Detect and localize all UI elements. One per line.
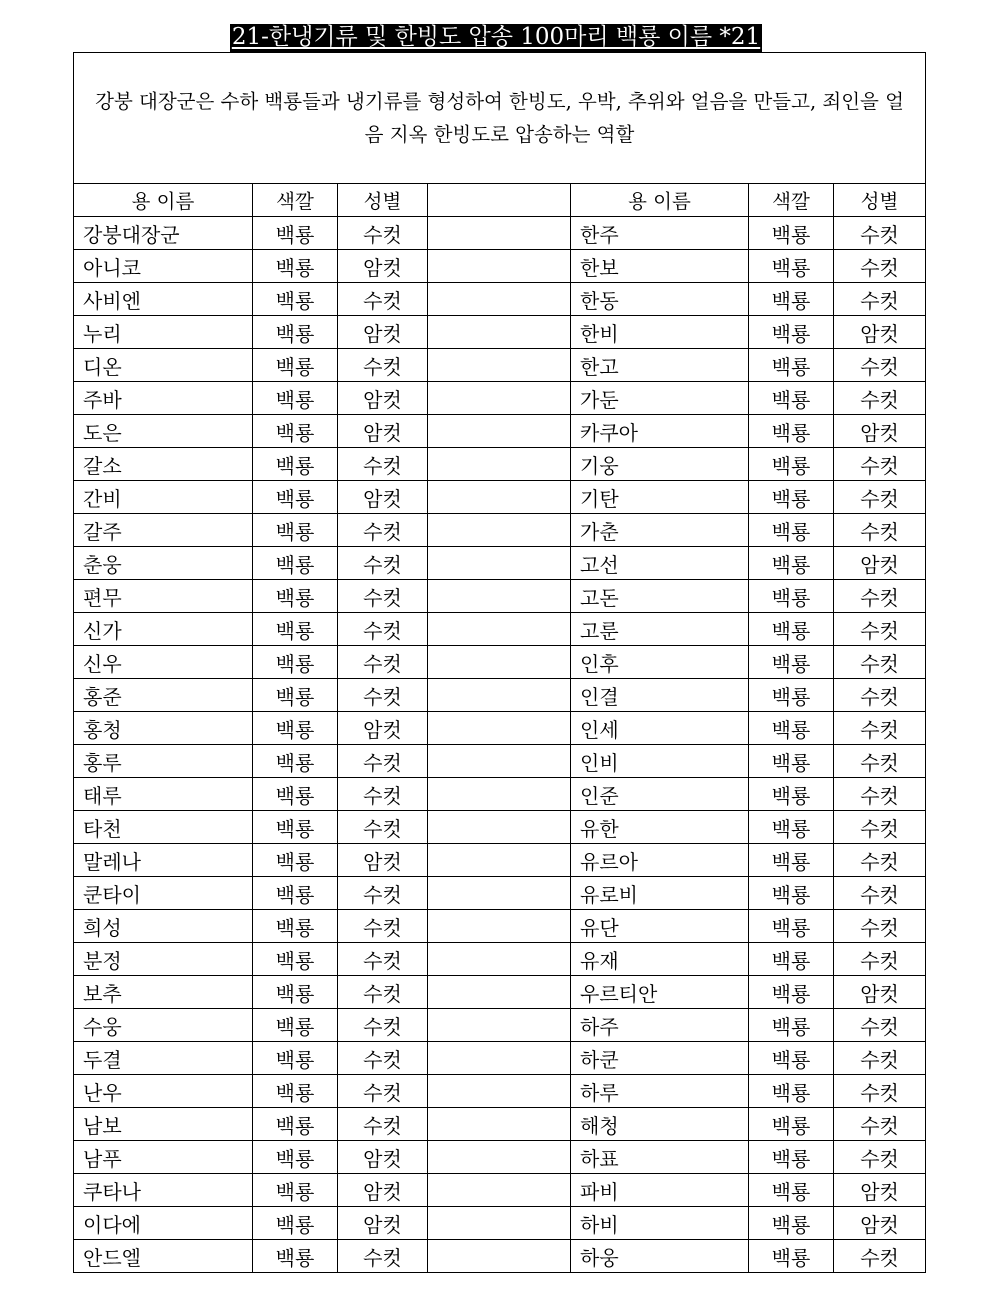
- dragon-color-left: 백룡: [253, 1009, 338, 1042]
- dragon-gender-right: 수컷: [834, 448, 926, 481]
- spacer-cell: [428, 1240, 571, 1273]
- dragon-color-left: 백룡: [253, 481, 338, 514]
- dragon-name-left: 쿤타이: [74, 877, 253, 910]
- dragon-name-right: 하쿤: [571, 1042, 749, 1075]
- spacer-cell: [428, 679, 571, 712]
- title-wrap: [0, 24, 992, 53]
- dragon-color-right: 백룡: [749, 613, 834, 646]
- table-row: [74, 943, 926, 976]
- dragon-name-left: 남푸: [74, 1141, 253, 1174]
- table-row: [74, 679, 926, 712]
- dragon-gender-left: 수컷: [338, 1108, 428, 1141]
- dragon-name-left: 간비: [74, 481, 253, 514]
- dragon-name-right: 유르아: [571, 844, 749, 877]
- dragon-name-right: 유한: [571, 811, 749, 844]
- dragon-gender-left: 암컷: [338, 1174, 428, 1207]
- spacer-cell: [428, 943, 571, 976]
- dragon-gender-right: 수컷: [834, 1141, 926, 1174]
- dragon-color-left: 백룡: [253, 778, 338, 811]
- dragon-gender-right: 수컷: [834, 1240, 926, 1273]
- dragon-color-left: 백룡: [253, 877, 338, 910]
- dragon-gender-left: 수컷: [338, 547, 428, 580]
- dragon-gender-left: 수컷: [338, 217, 428, 250]
- dragon-color-right: 백룡: [749, 877, 834, 910]
- dragon-name-left: 도은: [74, 415, 253, 448]
- header-name-right: 용 이름: [571, 184, 749, 217]
- spacer-cell: [428, 613, 571, 646]
- dragon-color-left: 백룡: [253, 250, 338, 283]
- dragon-name-left: 타천: [74, 811, 253, 844]
- dragon-gender-left: 수컷: [338, 646, 428, 679]
- spacer-cell: [428, 415, 571, 448]
- table-row: [74, 877, 926, 910]
- dragon-color-right: 백룡: [749, 976, 834, 1009]
- dragon-gender-right: 암컷: [834, 547, 926, 580]
- table-row: [74, 382, 926, 415]
- dragon-name-right: 가둔: [571, 382, 749, 415]
- dragon-gender-right: 암컷: [834, 415, 926, 448]
- dragon-name-left: 강붕대장군: [74, 217, 253, 250]
- dragon-color-left: 백룡: [253, 283, 338, 316]
- dragon-gender-left: 암컷: [338, 316, 428, 349]
- spacer-cell: [428, 844, 571, 877]
- dragon-color-right: 백룡: [749, 811, 834, 844]
- dragon-name-right: 유재: [571, 943, 749, 976]
- table-row: [74, 217, 926, 250]
- description-text: 강붕 대장군은 수하 백룡들과 냉기류를 형성하여 한빙도, 우박, 추위와 얼음을 만들고, 죄인을 얼음 지옥 한빙도로 압송하는 역할: [74, 53, 926, 184]
- dragon-gender-left: 암컷: [338, 382, 428, 415]
- dragon-gender-right: 수컷: [834, 778, 926, 811]
- dragon-name-right: 가춘: [571, 514, 749, 547]
- dragon-name-right: 우르티안: [571, 976, 749, 1009]
- dragon-color-left: 백룡: [253, 976, 338, 1009]
- dragon-name-right: 한주: [571, 217, 749, 250]
- dragon-color-right: 백룡: [749, 712, 834, 745]
- spacer-cell: [428, 1075, 571, 1108]
- spacer-cell: [428, 316, 571, 349]
- table-row: [74, 1174, 926, 1207]
- spacer-cell: [428, 580, 571, 613]
- dragon-name-left: 이다에: [74, 1207, 253, 1240]
- dragon-name-right: 하루: [571, 1075, 749, 1108]
- table-row: [74, 1207, 926, 1240]
- table-row: [74, 1075, 926, 1108]
- dragon-gender-left: 수컷: [338, 745, 428, 778]
- dragon-gender-left: 수컷: [338, 1075, 428, 1108]
- dragon-gender-right: 수컷: [834, 1009, 926, 1042]
- dragon-name-left: 누리: [74, 316, 253, 349]
- description-row: [74, 53, 926, 184]
- dragon-color-right: 백룡: [749, 580, 834, 613]
- dragon-color-right: 백룡: [749, 514, 834, 547]
- dragon-gender-left: 암컷: [338, 1141, 428, 1174]
- dragon-name-left: 수웅: [74, 1009, 253, 1042]
- dragon-color-right: 백룡: [749, 415, 834, 448]
- header-color-right: 색깔: [749, 184, 834, 217]
- dragon-name-left: 디온: [74, 349, 253, 382]
- dragon-gender-left: 수컷: [338, 943, 428, 976]
- dragon-name-right: 하비: [571, 1207, 749, 1240]
- dragon-name-left: 사비엔: [74, 283, 253, 316]
- spacer-cell: [428, 811, 571, 844]
- dragon-name-left: 춘웅: [74, 547, 253, 580]
- spacer-cell: [428, 1141, 571, 1174]
- dragon-name-right: 한비: [571, 316, 749, 349]
- dragon-name-left: 홍준: [74, 679, 253, 712]
- dragon-gender-left: 수컷: [338, 1240, 428, 1273]
- dragon-name-left: 태루: [74, 778, 253, 811]
- header-gender-left: 성별: [338, 184, 428, 217]
- spacer-cell: [428, 745, 571, 778]
- dragon-color-left: 백룡: [253, 943, 338, 976]
- dragon-name-right: 고돈: [571, 580, 749, 613]
- dragon-color-right: 백룡: [749, 382, 834, 415]
- spacer-cell: [428, 1009, 571, 1042]
- dragon-gender-right: 수컷: [834, 646, 926, 679]
- table-row: [74, 712, 926, 745]
- table-row: [74, 415, 926, 448]
- dragon-name-right: 하표: [571, 1141, 749, 1174]
- spacer-cell: [428, 976, 571, 1009]
- dragon-name-right: 인비: [571, 745, 749, 778]
- dragon-name-right: 하주: [571, 1009, 749, 1042]
- dragon-color-left: 백룡: [253, 910, 338, 943]
- dragon-color-left: 백룡: [253, 448, 338, 481]
- dragon-gender-right: 수컷: [834, 1075, 926, 1108]
- dragon-gender-right: 수컷: [834, 943, 926, 976]
- header-gender-right: 성별: [834, 184, 926, 217]
- spacer-cell: [428, 217, 571, 250]
- header-color-left: 색깔: [253, 184, 338, 217]
- dragon-name-left: 신우: [74, 646, 253, 679]
- dragon-color-right: 백룡: [749, 943, 834, 976]
- dragon-name-right: 해청: [571, 1108, 749, 1141]
- table-row: [74, 547, 926, 580]
- dragon-color-left: 백룡: [253, 1141, 338, 1174]
- dragon-gender-right: 수컷: [834, 580, 926, 613]
- dragon-gender-left: 수컷: [338, 976, 428, 1009]
- table-row: [74, 514, 926, 547]
- spacer-cell: [428, 448, 571, 481]
- dragon-name-left: 갈주: [74, 514, 253, 547]
- dragon-gender-left: 수컷: [338, 679, 428, 712]
- dragon-gender-right: 암컷: [834, 1174, 926, 1207]
- dragon-gender-left: 수컷: [338, 877, 428, 910]
- dragon-gender-right: 수컷: [834, 250, 926, 283]
- table-row: [74, 1240, 926, 1273]
- dragon-color-left: 백룡: [253, 811, 338, 844]
- dragon-name-left: 보추: [74, 976, 253, 1009]
- dragon-color-right: 백룡: [749, 778, 834, 811]
- header-name-left: 용 이름: [74, 184, 253, 217]
- table-row: [74, 745, 926, 778]
- dragon-gender-right: 수컷: [834, 679, 926, 712]
- dragon-color-left: 백룡: [253, 382, 338, 415]
- dragon-name-right: 카쿠아: [571, 415, 749, 448]
- table-row: [74, 481, 926, 514]
- table-row: [74, 646, 926, 679]
- dragon-color-left: 백룡: [253, 679, 338, 712]
- spacer-cell: [428, 646, 571, 679]
- spacer-cell: [428, 382, 571, 415]
- dragon-color-right: 백룡: [749, 217, 834, 250]
- table-row: [74, 448, 926, 481]
- dragon-name-right: 한동: [571, 283, 749, 316]
- dragon-color-right: 백룡: [749, 1042, 834, 1075]
- dragon-gender-left: 암컷: [338, 481, 428, 514]
- dragon-color-left: 백룡: [253, 1042, 338, 1075]
- dragon-gender-right: 수컷: [834, 745, 926, 778]
- dragon-color-right: 백룡: [749, 844, 834, 877]
- dragon-color-left: 백룡: [253, 844, 338, 877]
- dragon-name-left: 편무: [74, 580, 253, 613]
- dragon-gender-right: 수컷: [834, 382, 926, 415]
- table-row: [74, 349, 926, 382]
- dragon-name-left: 주바: [74, 382, 253, 415]
- dragon-color-left: 백룡: [253, 1108, 338, 1141]
- dragon-name-right: 인결: [571, 679, 749, 712]
- table-row: [74, 250, 926, 283]
- table-row: [74, 1141, 926, 1174]
- dragon-gender-right: 수컷: [834, 712, 926, 745]
- dragon-gender-right: 수컷: [834, 514, 926, 547]
- dragon-gender-left: 수컷: [338, 1042, 428, 1075]
- dragon-gender-right: 암컷: [834, 976, 926, 1009]
- dragon-color-left: 백룡: [253, 712, 338, 745]
- dragon-gender-left: 수컷: [338, 778, 428, 811]
- dragon-gender-right: 수컷: [834, 613, 926, 646]
- dragon-gender-left: 수컷: [338, 613, 428, 646]
- dragon-name-right: 인준: [571, 778, 749, 811]
- dragon-color-left: 백룡: [253, 349, 338, 382]
- table-row: [74, 811, 926, 844]
- dragon-gender-left: 암컷: [338, 712, 428, 745]
- dragon-color-right: 백룡: [749, 1141, 834, 1174]
- spacer-cell: [428, 481, 571, 514]
- spacer-cell: [428, 877, 571, 910]
- dragon-color-left: 백룡: [253, 547, 338, 580]
- dragon-color-right: 백룡: [749, 679, 834, 712]
- dragon-name-left: 두결: [74, 1042, 253, 1075]
- dragon-gender-left: 수컷: [338, 1009, 428, 1042]
- dragon-color-right: 백룡: [749, 1174, 834, 1207]
- dragon-color-right: 백룡: [749, 1240, 834, 1273]
- dragon-name-right: 파비: [571, 1174, 749, 1207]
- dragon-color-left: 백룡: [253, 646, 338, 679]
- spacer-cell: [428, 547, 571, 580]
- dragon-name-left: 홍청: [74, 712, 253, 745]
- dragon-color-right: 백룡: [749, 283, 834, 316]
- dragon-name-right: 기탄: [571, 481, 749, 514]
- spacer-cell: [428, 1108, 571, 1141]
- dragon-name-right: 하웅: [571, 1240, 749, 1273]
- dragon-name-left: 남보: [74, 1108, 253, 1141]
- dragon-gender-right: 수컷: [834, 217, 926, 250]
- dragon-name-left: 갈소: [74, 448, 253, 481]
- spacer-cell: [428, 712, 571, 745]
- dragon-gender-right: 수컷: [834, 283, 926, 316]
- spacer-cell: [428, 184, 571, 217]
- dragon-gender-left: 암컷: [338, 415, 428, 448]
- dragon-name-right: 한보: [571, 250, 749, 283]
- dragon-color-right: 백룡: [749, 547, 834, 580]
- table-row: [74, 1042, 926, 1075]
- spacer-cell: [428, 349, 571, 382]
- dragon-gender-right: 수컷: [834, 877, 926, 910]
- dragon-gender-left: 수컷: [338, 349, 428, 382]
- dragon-color-left: 백룡: [253, 1075, 338, 1108]
- spacer-cell: [428, 283, 571, 316]
- dragon-gender-right: 수컷: [834, 844, 926, 877]
- table-row: [74, 844, 926, 877]
- dragon-color-left: 백룡: [253, 1207, 338, 1240]
- dragon-color-right: 백룡: [749, 745, 834, 778]
- dragon-name-right: 기웅: [571, 448, 749, 481]
- dragon-color-right: 백룡: [749, 349, 834, 382]
- dragon-name-right: 인세: [571, 712, 749, 745]
- dragon-color-right: 백룡: [749, 316, 834, 349]
- dragon-gender-left: 수컷: [338, 910, 428, 943]
- dragon-color-right: 백룡: [749, 646, 834, 679]
- dragon-color-left: 백룡: [253, 580, 338, 613]
- spacer-cell: [428, 1207, 571, 1240]
- table-row: [74, 1108, 926, 1141]
- table-row: [74, 778, 926, 811]
- spacer-cell: [428, 514, 571, 547]
- dragon-name-left: 난우: [74, 1075, 253, 1108]
- spacer-cell: [428, 778, 571, 811]
- dragon-gender-right: 암컷: [834, 1207, 926, 1240]
- dragon-name-right: 고선: [571, 547, 749, 580]
- dragon-color-left: 백룡: [253, 1174, 338, 1207]
- dragon-name-left: 아니코: [74, 250, 253, 283]
- spacer-cell: [428, 1042, 571, 1075]
- dragon-table: [73, 52, 926, 1273]
- dragon-gender-left: 암컷: [338, 1207, 428, 1240]
- dragon-color-left: 백룡: [253, 613, 338, 646]
- dragon-gender-right: 수컷: [834, 1042, 926, 1075]
- table-row: [74, 283, 926, 316]
- dragon-gender-left: 암컷: [338, 844, 428, 877]
- dragon-gender-right: 수컷: [834, 349, 926, 382]
- dragon-name-right: 유단: [571, 910, 749, 943]
- dragon-name-left: 홍루: [74, 745, 253, 778]
- dragon-color-right: 백룡: [749, 1207, 834, 1240]
- dragon-name-left: 희성: [74, 910, 253, 943]
- dragon-color-left: 백룡: [253, 316, 338, 349]
- dragon-name-left: 쿠타나: [74, 1174, 253, 1207]
- dragon-color-left: 백룡: [253, 415, 338, 448]
- dragon-color-right: 백룡: [749, 481, 834, 514]
- dragon-color-right: 백룡: [749, 910, 834, 943]
- dragon-gender-right: 수컷: [834, 910, 926, 943]
- table-row: [74, 580, 926, 613]
- dragon-gender-left: 수컷: [338, 811, 428, 844]
- header-row: [74, 184, 926, 217]
- dragon-name-right: 한고: [571, 349, 749, 382]
- dragon-color-left: 백룡: [253, 514, 338, 547]
- dragon-gender-left: 수컷: [338, 514, 428, 547]
- table-row: [74, 976, 926, 1009]
- table-row: [74, 316, 926, 349]
- dragon-color-right: 백룡: [749, 250, 834, 283]
- dragon-name-left: 신가: [74, 613, 253, 646]
- dragon-name-right: 인후: [571, 646, 749, 679]
- dragon-gender-left: 암컷: [338, 250, 428, 283]
- dragon-gender-left: 수컷: [338, 283, 428, 316]
- dragon-color-left: 백룡: [253, 745, 338, 778]
- dragon-color-right: 백룡: [749, 1075, 834, 1108]
- table-row: [74, 613, 926, 646]
- spacer-cell: [428, 910, 571, 943]
- dragon-name-left: 분정: [74, 943, 253, 976]
- dragon-gender-right: 수컷: [834, 811, 926, 844]
- table-row: [74, 910, 926, 943]
- dragon-name-left: 말레나: [74, 844, 253, 877]
- dragon-gender-left: 수컷: [338, 448, 428, 481]
- dragon-color-left: 백룡: [253, 1240, 338, 1273]
- dragon-name-right: 유로비: [571, 877, 749, 910]
- dragon-name-left: 안드엘: [74, 1240, 253, 1273]
- spacer-cell: [428, 250, 571, 283]
- dragon-gender-right: 수컷: [834, 481, 926, 514]
- dragon-color-right: 백룡: [749, 1108, 834, 1141]
- spacer-cell: [428, 1174, 571, 1207]
- dragon-gender-right: 암컷: [834, 316, 926, 349]
- dragon-gender-left: 수컷: [338, 580, 428, 613]
- dragon-color-right: 백룡: [749, 448, 834, 481]
- dragon-color-right: 백룡: [749, 1009, 834, 1042]
- dragon-gender-right: 수컷: [834, 1108, 926, 1141]
- dragon-name-right: 고룬: [571, 613, 749, 646]
- page-title: 21-한냉기류 및 한빙도 압송 100마리 백룡 이름 *21: [230, 24, 762, 53]
- table-row: [74, 1009, 926, 1042]
- dragon-color-left: 백룡: [253, 217, 338, 250]
